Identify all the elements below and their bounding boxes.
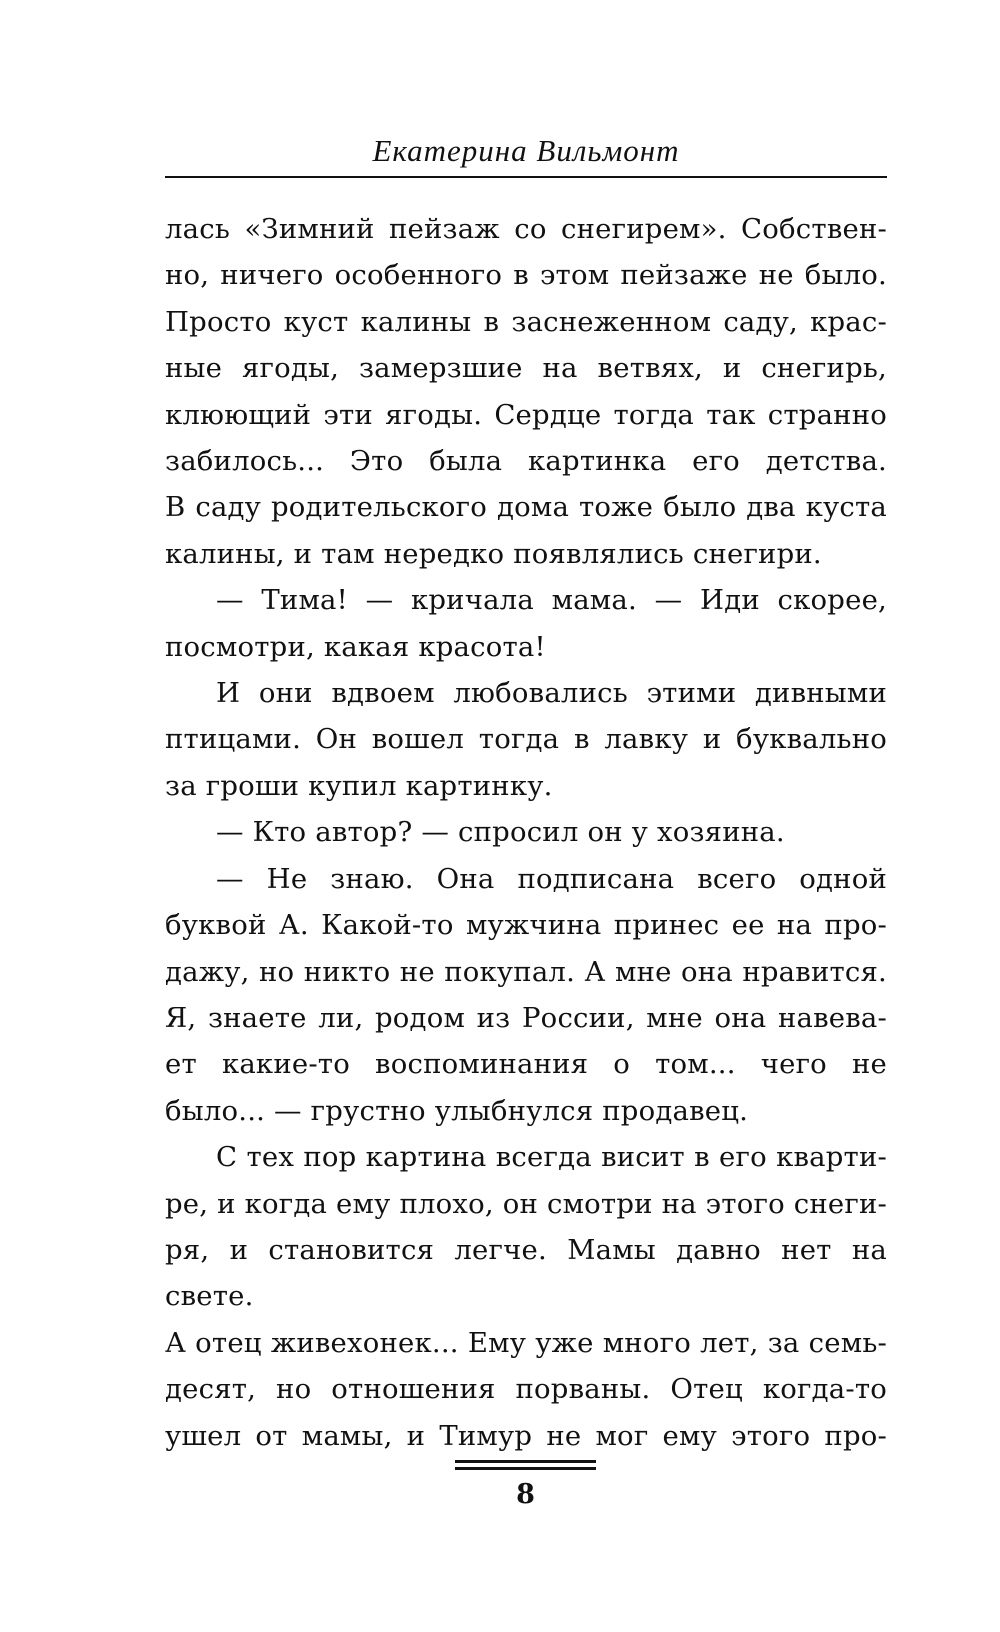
text-line: забилось... Это была картинка его детства. xyxy=(165,445,887,478)
text-line: Просто куст калины в заснеженном саду, крас- xyxy=(165,305,887,338)
text-line: но, ничего особенного в этом пейзаже не было. xyxy=(165,259,887,292)
text-line: за гроши купил картинку. xyxy=(165,769,553,802)
running-head-author: Екатерина Вильмонт xyxy=(372,133,680,168)
footer-rule-top xyxy=(455,1460,596,1463)
text-line: клюющий эти ягоды. Сердце тогда так странно xyxy=(165,398,887,431)
text-line: дажу, но никто не покупал. А мне она нравится. xyxy=(165,955,887,988)
text-line: птицами. Он вошел тогда в лавку и буквально xyxy=(165,723,887,756)
text-line: — Кто автор? — спросил он у хозяина. xyxy=(216,816,785,849)
text-line: ушел от мамы, и Тимур не мог ему этого про- xyxy=(165,1419,887,1452)
text-line: лась «Зимний пейзаж со снегирем». Собствен- xyxy=(165,213,887,245)
text-line: ря, и становится легче. Мамы давно нет на свете. xyxy=(165,1233,887,1313)
text-line: ные ягоды, замерзшие на ветвях, и снегирь, xyxy=(165,352,887,385)
text-line: посмотри, какая красота! xyxy=(165,630,546,663)
text-line: калины, и там нередко появлялись снегири. xyxy=(165,537,822,570)
text-line: В саду родительского дома тоже было два куста xyxy=(165,491,887,524)
footer-rule-bottom xyxy=(455,1467,596,1470)
body-text xyxy=(165,206,887,1459)
text-line: И они вдвоем любовались этими дивными xyxy=(216,677,887,710)
text-line: десят, но отношения порваны. Отец когда-то xyxy=(165,1373,887,1406)
page-number: 8 xyxy=(516,1479,535,1510)
text-line: ре, и когда ему плохо, он смотри на этого снеги- xyxy=(165,1187,887,1220)
text-line: Я, знаете ли, родом из России, мне она навева- xyxy=(165,1001,887,1034)
text-line: ет какие-то воспоминания о том... чего не xyxy=(165,1048,887,1081)
text-line: С тех пор картина всегда висит в его кварти- xyxy=(216,1141,887,1174)
text-line: А отец живехонек... Ему уже много лет, за семь- xyxy=(165,1326,887,1359)
text-line: буквой А. Какой-то мужчина принес ее на про- xyxy=(165,909,887,942)
text-line: — Не знаю. Она подписана всего одной xyxy=(216,862,887,895)
header-rule xyxy=(165,176,887,178)
text-line: было... — грустно улыбнулся продавец. xyxy=(165,1094,749,1127)
text-line: — Тима! — кричала мама. — Иди скорее, xyxy=(216,584,887,617)
